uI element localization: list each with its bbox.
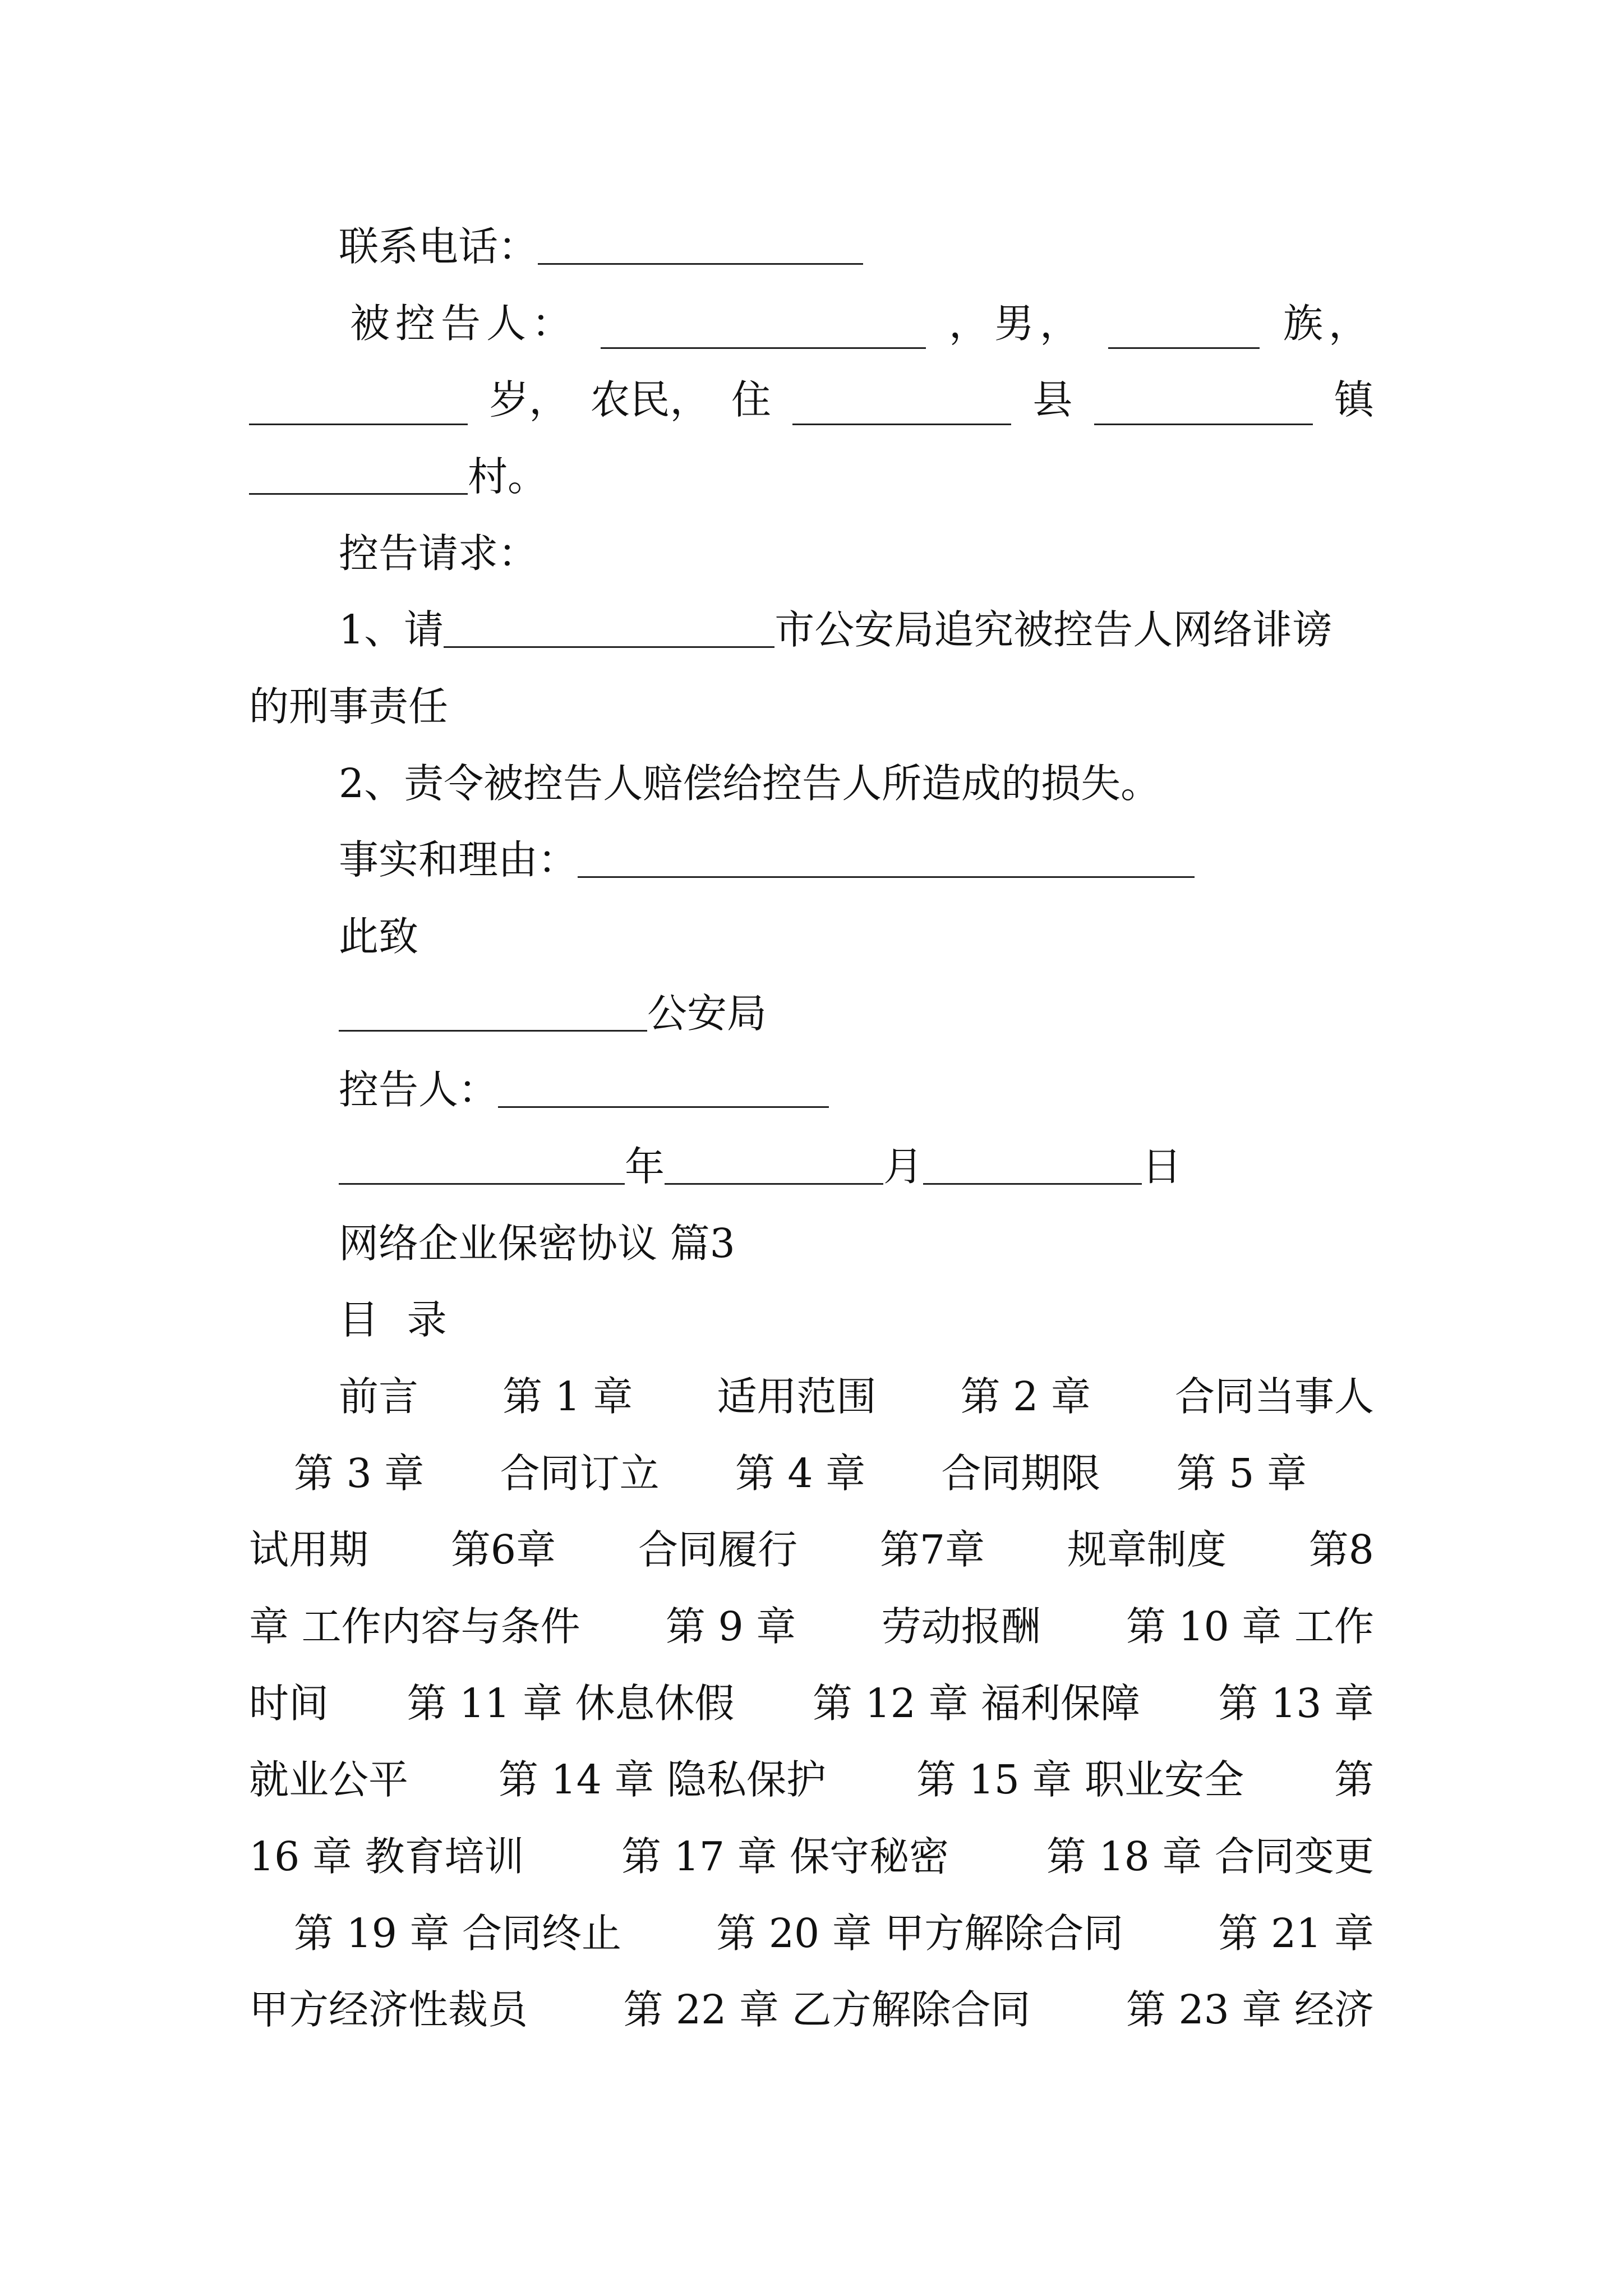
date-line [249, 1142, 1374, 1192]
village-line [249, 452, 1374, 502]
day-label: 日 [1142, 1143, 1182, 1190]
toc-entry: 第 12 章 福利保障 [812, 1680, 1141, 1727]
toc-entry: 第 15 章 职业安全 [916, 1756, 1244, 1803]
toc-entry: 第 1 章 [502, 1373, 633, 1420]
toc-row [249, 1985, 1374, 2035]
month-blank [665, 1146, 883, 1185]
defendant-name-blank [601, 310, 926, 349]
toc-entry: 规章制度 [1067, 1526, 1227, 1573]
facts-label: 事实和理由： [339, 836, 578, 883]
month-label: 月 [883, 1143, 924, 1190]
ethnicity-blank [1108, 310, 1260, 349]
toc-entry: 劳动报酬 [881, 1603, 1041, 1650]
claim-2: 2、责令被控告人赔偿给控告人所造成的损失。 [339, 760, 1161, 807]
complainant-blank [498, 1069, 829, 1108]
residence-label: 住 [731, 376, 771, 423]
toc-entry: 第 3 章 [294, 1450, 425, 1497]
defendant-label: 被控告人： [350, 300, 578, 347]
toc-entry: 第 10 章 工作 [1126, 1603, 1374, 1650]
toc-row [249, 1448, 1374, 1499]
address-line [249, 375, 1374, 425]
toc-entry: 第 17 章 保守秘密 [621, 1833, 949, 1880]
toc-entry: 第 23 章 经济 [1126, 1986, 1374, 2033]
town-label: 镇 [1334, 376, 1374, 423]
toc-row [249, 1602, 1374, 1652]
toc-entry: 第 19 章 合同终止 [294, 1910, 622, 1957]
facts-line [249, 835, 1374, 885]
toc-entry: 合同履行 [638, 1526, 797, 1573]
claim-1-continued: 的刑事责任 [249, 683, 449, 730]
toc-entry: 第 5 章 [1176, 1450, 1307, 1497]
city-blank [444, 609, 774, 648]
age-label: 岁， [489, 376, 569, 423]
toc-entry: 第 14 章 隐私保护 [498, 1756, 827, 1803]
toc-entry: 第 11 章 休息休假 [407, 1680, 735, 1727]
toc-entry: 16 章 教育培训 [249, 1833, 524, 1880]
toc-entry: 第 13 章 [1218, 1680, 1374, 1727]
claims-title: 控告请求： [339, 530, 538, 577]
bureau-line [249, 988, 1374, 1039]
toc-row [249, 1908, 1374, 1959]
toc-entry: 试用期 [249, 1526, 369, 1573]
toc-row [249, 1832, 1374, 1882]
toc-entry: 第6章 [450, 1526, 556, 1573]
defendant-gender: ，男， [948, 300, 1085, 347]
claim-1-text: 市公安局追究被控告人网络诽谤 [774, 606, 1332, 653]
bureau-label: 公安局 [647, 990, 767, 1037]
toc-entry: 适用范围 [717, 1373, 877, 1420]
toc-entry: 合同当事人 [1174, 1373, 1374, 1420]
toc-entry: 第 [1334, 1756, 1374, 1803]
bureau-blank [339, 993, 647, 1032]
village-label: 村。 [468, 453, 548, 500]
town-blank [1094, 386, 1313, 425]
day-blank [923, 1146, 1142, 1185]
facts-blank [578, 839, 1195, 878]
toc-entry: 第 9 章 [665, 1603, 796, 1650]
toc-row [249, 1755, 1374, 1805]
toc-entry: 第 2 章 [960, 1373, 1091, 1420]
toc-entry: 第 4 章 [735, 1450, 866, 1497]
claim-1-prefix: 1、请 [339, 606, 444, 653]
year-label: 年 [625, 1143, 665, 1190]
phone-label: 联系电话： [339, 223, 538, 270]
toc-entry: 甲方经济性裁员 [249, 1986, 528, 2033]
toc-entry: 章 工作内容与条件 [249, 1603, 580, 1650]
phone-blank [538, 226, 863, 265]
toc-entry: 第7章 [879, 1526, 985, 1573]
toc-entry: 前言 [339, 1373, 419, 1420]
complainant-label: 控告人： [339, 1066, 499, 1113]
claim-1-line [249, 605, 1374, 655]
year-blank [339, 1146, 625, 1185]
toc-entry: 第8 [1308, 1526, 1374, 1573]
toc-entry: 第 18 章 合同变更 [1046, 1833, 1374, 1880]
county-blank [792, 386, 1011, 425]
toc-row [249, 1678, 1374, 1729]
toc-entry: 合同订立 [500, 1450, 660, 1497]
toc-entry: 第 21 章 [1218, 1910, 1374, 1957]
toc-entry: 第 20 章 甲方解除合同 [716, 1910, 1124, 1957]
toc-row [249, 1372, 1374, 1422]
defendant-line [249, 298, 1374, 349]
toc-entry: 时间 [249, 1680, 329, 1727]
occupation-label: 农民， [590, 376, 710, 423]
phone-line [249, 222, 1374, 272]
toc-entry: 就业公平 [249, 1756, 409, 1803]
age-blank [249, 386, 468, 425]
salutation: 此致 [339, 913, 419, 960]
county-label: 县 [1032, 376, 1073, 423]
ethnicity-label: 族， [1283, 300, 1374, 347]
village-blank [249, 456, 468, 495]
section-title: 网络企业保密协议 篇3 [339, 1220, 735, 1267]
toc-entry: 第 22 章 乙方解除合同 [623, 1986, 1031, 2033]
toc-row [249, 1525, 1374, 1575]
complainant-line [249, 1065, 1374, 1115]
toc-entry: 合同期限 [941, 1450, 1101, 1497]
toc-title: 目 录 [339, 1296, 455, 1343]
